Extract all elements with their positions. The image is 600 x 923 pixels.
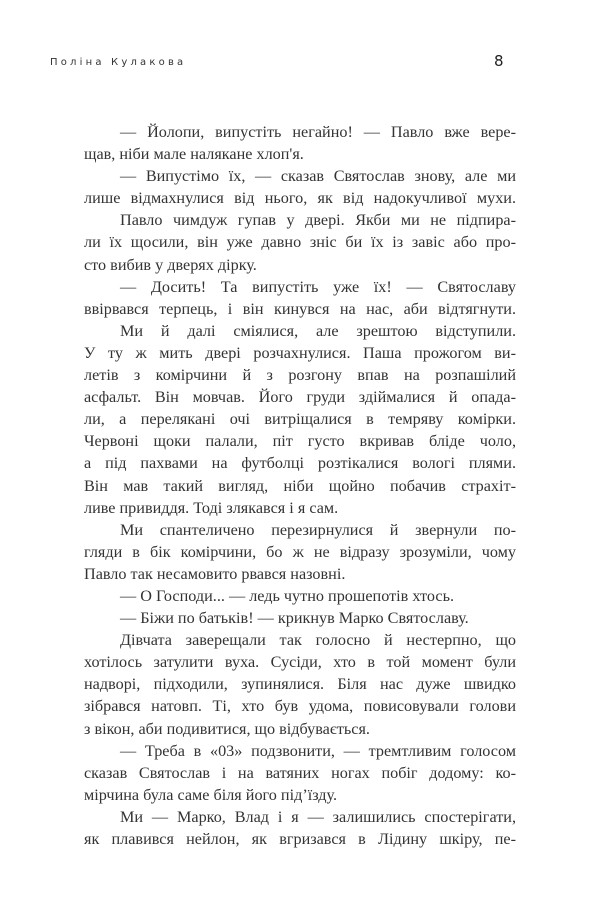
- text-line: Ми й далі сміялися, але зрештою відступили.: [120, 321, 516, 340]
- text-line: з вікон, аби подивитися, що відбувається.: [84, 719, 370, 738]
- text-line: зібрався натовп. Ті, хто був удома, повисовували голови: [84, 697, 516, 716]
- text-line: Ми — Марко, Влад і я — залишились спостерігати,: [120, 807, 516, 826]
- text-line: Ми спантеличено перезирнулися й звернули по-: [120, 520, 516, 539]
- text-line: асфальт. Він мовчав. Його груди здіймалися й опада-: [84, 388, 516, 407]
- text-line: ввірвався терпець, і він кинувся на нас, аби відтягнути.: [84, 299, 516, 318]
- text-line: — Досить! Та випустіть уже їх! — Святославу: [120, 277, 516, 296]
- text-line: — Випустімо їх, — сказав Святослав знову, але ми: [120, 167, 516, 186]
- text-line: сто вибив у дверях дірку.: [84, 255, 257, 274]
- text-line: Червоні щоки палали, піт густо вкривав бліде чоло,: [84, 432, 516, 451]
- text-line: щав, ніби мале налякане хлоп'я.: [84, 145, 304, 164]
- text-line: ли, а переляканi очі витріщалися в темряву комірки.: [84, 410, 516, 429]
- author-name: Поліна Кулакова: [50, 57, 187, 68]
- text-line: лише відмахнулися від нього, як від надокучливої мухи.: [84, 189, 516, 208]
- text-line: ли їх щосили, він уже давно зніс би їх із завіс або про-: [84, 233, 516, 252]
- page-number: 8: [494, 52, 504, 70]
- text-line: як плавився нейлон, як вгризався в Лідину шкіру, пе-: [84, 830, 516, 848]
- text-line: хотілось затулити вуха. Сусіди, хто в той момент були: [84, 653, 516, 672]
- text-line: надворі, підходили, зупинялися. Біля нас дуже швидко: [84, 675, 516, 694]
- text-line: ливе привиддя. Тоді злякався і я сам.: [84, 498, 339, 517]
- text-line: — Йолопи, випустіть негайно! — Павло вже вере-: [120, 123, 516, 141]
- text-line: Павло чимдуж гупав у двері. Якби ми не підпира-: [120, 211, 516, 230]
- text-line: — Біжи по батьків! — крикнув Марко Святославу.: [120, 609, 469, 628]
- text-line: мірчина була саме біля його під’їзду.: [84, 785, 338, 804]
- text-line: Павло так несамовито рвався назовні.: [84, 564, 346, 583]
- text-line: — О Господи... — ледь чутно прошепотів хтось.: [120, 586, 454, 605]
- text-line: — Треба в «03» подзвонити, — тремтливим голосом: [120, 741, 516, 760]
- text-line: У ту ж мить двері розчахнулися. Паша прожогом ви-: [84, 343, 516, 362]
- text-line: а під пахвами на футболці розтікалися вологі плями.: [84, 454, 516, 473]
- text-line: Він мав такий вигляд, ніби щойно побачив страхіт-: [84, 476, 516, 495]
- text-line: сказав Святослав і на ватяних ногах побіг додому: ко-: [84, 763, 516, 782]
- page-body-text: [84, 121, 516, 850]
- text-line: гляди в бік комірчини, бо ж не відразу зрозуміли, чому: [84, 542, 516, 561]
- text-line: Дівчата заверещали так голосно й нестерпно, що: [120, 631, 516, 650]
- text-line: летів з комірчини й з розгону впав на розпашілий: [84, 366, 516, 385]
